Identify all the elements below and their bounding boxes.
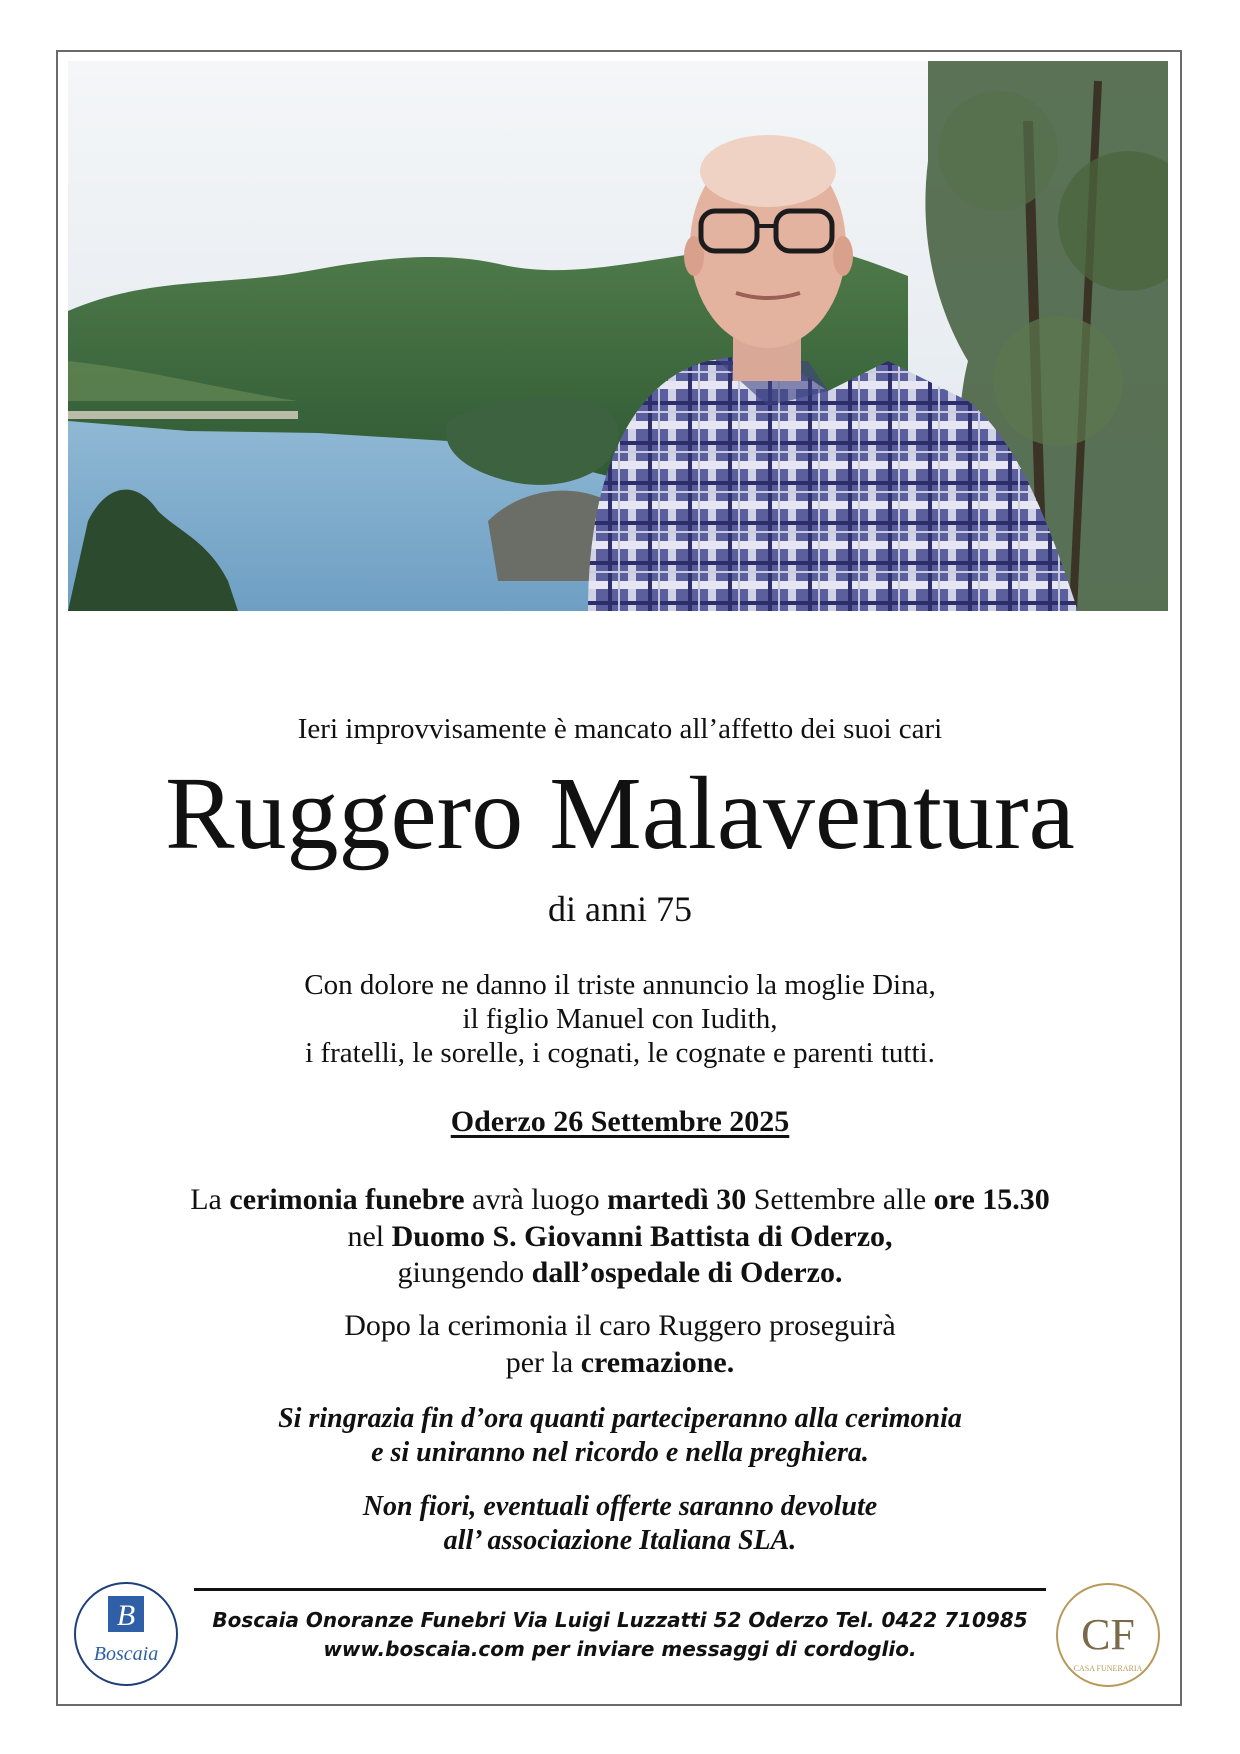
ceremony-line-1 <box>70 1182 1170 1219</box>
ceremony-text: La <box>190 1183 230 1216</box>
casa-funeraria-text: CASA FUNERARIA <box>1073 1664 1143 1673</box>
ceremony-time: ore 15.30 <box>933 1183 1050 1216</box>
ceremony-details <box>70 1182 1170 1292</box>
flowers-line-1: Non fiori, eventuali offerte saranno devolute <box>362 1491 878 1522</box>
footer-divider <box>194 1588 1046 1591</box>
flowers-note <box>70 1490 1170 1558</box>
cremation-text: per la <box>505 1345 581 1379</box>
boscaia-logo-letter: B <box>116 1599 136 1632</box>
deceased-name: Ruggero Malaventura <box>165 756 1075 871</box>
casa-funeraria-letters: CF <box>1081 1610 1135 1659</box>
deceased-age: di anni 75 <box>548 889 692 929</box>
family-line: i fratelli, le sorelle, i cognati, le cognate e parenti tutti. <box>305 1037 935 1070</box>
cremation-note <box>70 1308 1170 1381</box>
cremation-line-2 <box>70 1345 1170 1382</box>
family-line: Con dolore ne danno il triste annuncio la moglie Dina, <box>304 969 936 1001</box>
ceremony-bold: cerimonia funebre <box>229 1183 465 1216</box>
boscaia-logo <box>72 1580 180 1688</box>
ceremony-text: nel <box>347 1219 392 1253</box>
ceremony-line-3 <box>70 1255 1170 1292</box>
portrait-photo <box>68 61 1168 611</box>
family-line: il figlio Manuel con Iudith, <box>462 1003 778 1036</box>
casa-funeraria-logo <box>1054 1581 1162 1689</box>
thanks-line-2: e si uniranno nel ricordo e nella preghiera. <box>371 1437 869 1469</box>
thanks-note <box>70 1402 1170 1470</box>
cremation-line-1: Dopo la cerimonia il caro Ruggero proseguirà <box>344 1309 896 1342</box>
thanks-line-1: Si ringrazia fin d’ora quanti parteciperanno alla cerimonia <box>278 1403 962 1434</box>
boscaia-logo-text: Boscaia <box>93 1643 159 1665</box>
ceremony-text: Settembre alle <box>746 1183 934 1216</box>
ceremony-text: avrà luogo <box>464 1183 608 1216</box>
place-date-text: Oderzo 26 Settembre 2025 <box>450 1105 790 1138</box>
funeral-home-website: www.boscaia.com per inviare messaggi di cordoglio. <box>323 1637 917 1661</box>
place-date <box>70 1105 1170 1139</box>
ceremony-line-2 <box>70 1219 1170 1256</box>
ceremony-location: Duomo S. Giovanni Battista di Oderzo, <box>391 1219 893 1253</box>
flowers-line-2: all’ associazione Italiana SLA. <box>443 1525 797 1557</box>
intro-text: Ieri improvvisamente è mancato all’affetto dei suoi cari <box>297 713 943 745</box>
cremation-bold: cremazione. <box>580 1345 735 1379</box>
funeral-home-address: Boscaia Onoranze Funebri Via Luigi Luzzatti 52 Oderzo Tel. 0422 710985 <box>212 1608 1028 1632</box>
ceremony-origin: dall’ospedale di Oderzo. <box>531 1256 843 1290</box>
ceremony-text: giungendo <box>397 1256 532 1290</box>
ceremony-day: martedì 30 <box>607 1183 747 1216</box>
family-announcement <box>70 968 1170 1071</box>
